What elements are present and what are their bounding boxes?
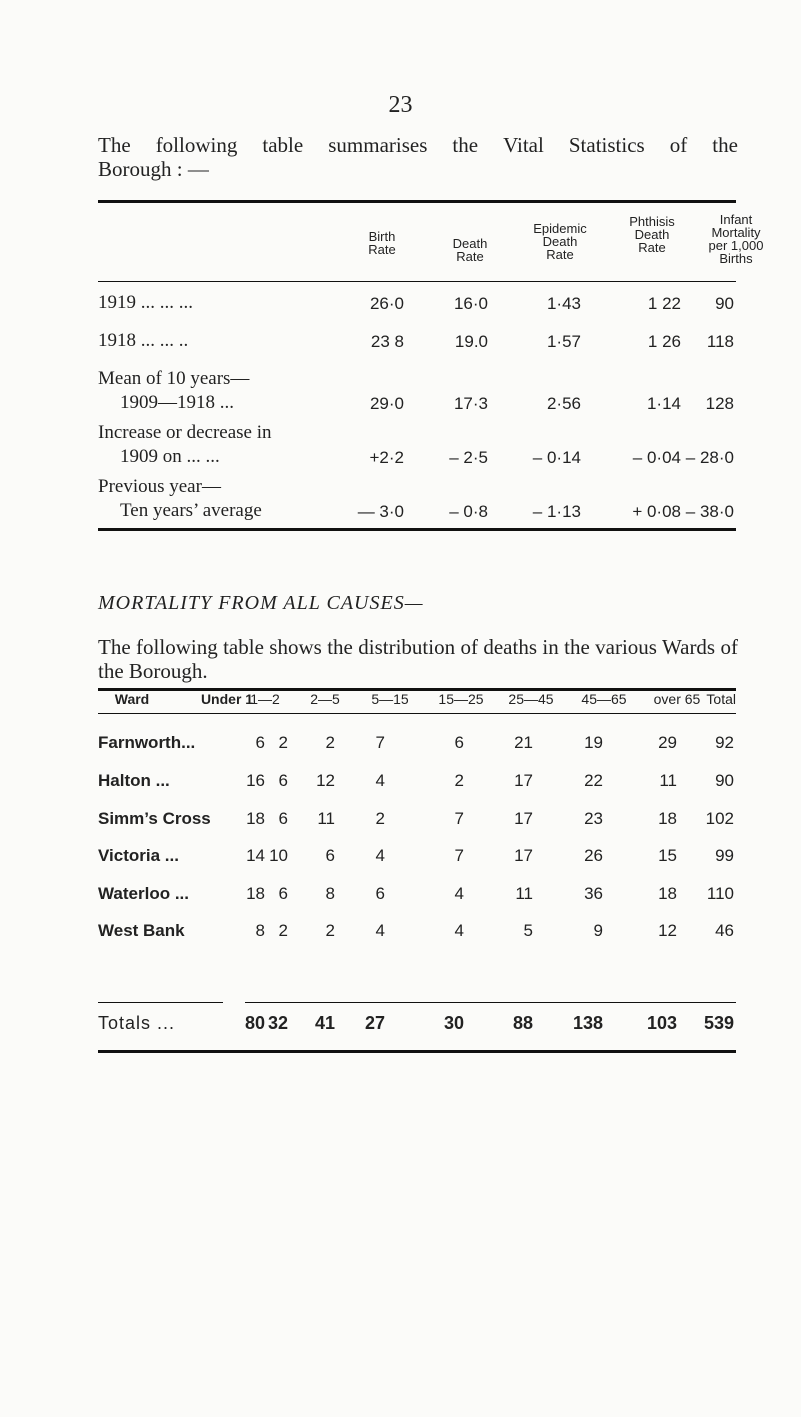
row-label: Ten years’ average <box>120 500 262 521</box>
column-header: 15—25 <box>438 691 484 707</box>
cell-value: 1·43 <box>546 294 581 313</box>
cell-value: 2 <box>375 809 385 828</box>
total-value: 41 <box>314 1013 335 1033</box>
cell-value: – 38·0 <box>685 502 734 521</box>
cell-value: 4 <box>375 921 385 940</box>
total-value: 32 <box>267 1013 288 1033</box>
cell-value: 7 <box>375 733 385 752</box>
cell-value: 26 <box>584 846 603 865</box>
total-value: 80 <box>244 1013 265 1033</box>
total-value: 103 <box>646 1013 677 1033</box>
cell-value: 4 <box>375 846 385 865</box>
cell-value: 5 <box>523 921 533 940</box>
cell-value: 90 <box>715 771 734 790</box>
row-label: Previous year— <box>98 476 221 497</box>
row-label: 1909—1918 ... <box>120 392 234 413</box>
cell-value: 6 <box>454 733 464 752</box>
column-header-line: Death <box>452 236 488 251</box>
cell-value: 18 <box>658 809 677 828</box>
column-header: Under 1 <box>200 691 254 707</box>
page-number: 23 <box>388 92 413 118</box>
cell-value: 8 <box>255 921 265 940</box>
cell-value: 17 <box>514 846 533 865</box>
cell-value: 90 <box>715 294 734 313</box>
column-header: 1—2 <box>250 691 280 707</box>
intro-word: summarises <box>328 133 428 157</box>
ward-name: Waterloo ... <box>98 884 189 903</box>
cell-value: 6 <box>278 771 288 790</box>
intro-line-2: Borough : — <box>98 157 209 181</box>
cell-value: 29·0 <box>369 394 404 413</box>
cell-value: 7 <box>454 809 464 828</box>
cell-value: 102 <box>705 809 734 828</box>
row-label: Mean of 10 years— <box>98 368 250 389</box>
ward-name: Farnworth... <box>98 733 196 752</box>
cell-value: 99 <box>715 846 734 865</box>
cell-value: 1·57 <box>546 332 581 351</box>
cell-value: 6 <box>375 884 385 903</box>
intro-line-1 <box>98 133 738 157</box>
cell-value: 11 <box>317 809 335 828</box>
column-header-line: Rate <box>546 247 574 262</box>
cell-value: 16·0 <box>453 294 488 313</box>
column-header: 25—45 <box>508 691 554 707</box>
cell-value: 15 <box>658 846 677 865</box>
mortality-heading: MORTALITY FROM ALL CAUSES— <box>98 592 424 614</box>
table-rule <box>98 713 736 714</box>
intro-word: table <box>262 133 304 157</box>
cell-value: 11 <box>659 771 677 790</box>
column-header: Ward <box>114 691 150 707</box>
table-rule <box>98 1050 736 1053</box>
column-header-line: Infant <box>719 212 753 227</box>
total-value: 27 <box>364 1013 385 1033</box>
column-header-line: Death <box>634 227 670 242</box>
cell-value: 18 <box>246 809 265 828</box>
cell-value: – 2·5 <box>449 448 488 467</box>
column-header-line: Phthisis <box>629 214 675 229</box>
totals-label: Totals ... <box>98 1013 176 1033</box>
intro-word: the <box>452 133 479 157</box>
cell-value: 6 <box>278 884 288 903</box>
total-value: 30 <box>443 1013 464 1033</box>
cell-value: 12 <box>658 921 677 940</box>
row-label: Increase or decrease in <box>98 422 272 443</box>
column-header <box>332 230 432 256</box>
row-label: 1919 ... ... ... <box>98 292 193 313</box>
cell-value: 2 <box>278 921 288 940</box>
cell-value: 17 <box>514 809 533 828</box>
cell-value: 2 <box>278 733 288 752</box>
column-header <box>686 213 786 265</box>
intro-word: Statistics <box>568 133 645 157</box>
row-label: 1918 ... ... .. <box>98 330 189 351</box>
column-header: Total <box>706 691 736 707</box>
cell-value: – 1·13 <box>532 502 581 521</box>
cell-value: 8 <box>325 884 335 903</box>
column-header: 2—5 <box>310 691 340 707</box>
cell-value: + 0·08 <box>632 502 681 521</box>
wards-intro-paragraph: The following table shows the distribution of deaths in the various Wards of the Borough. <box>98 635 738 683</box>
column-header: 5—15 <box>371 691 409 707</box>
cell-value: 4 <box>454 884 464 903</box>
cell-value: 7 <box>454 846 464 865</box>
cell-value: 23 <box>584 809 603 828</box>
column-header-line: Mortality <box>711 225 761 240</box>
cell-value: — 3·0 <box>357 502 404 521</box>
column-header-line: Death <box>542 234 578 249</box>
table-rule <box>98 528 736 531</box>
cell-value: 17·3 <box>453 394 488 413</box>
column-header-line: Rate <box>638 240 666 255</box>
cell-value: 2 <box>325 733 335 752</box>
row-label: 1909 on ... ... <box>120 446 220 467</box>
cell-value: 2 <box>325 921 335 940</box>
cell-value: 6 <box>325 846 335 865</box>
column-header-line: Rate <box>368 242 396 257</box>
cell-value: 18 <box>658 884 677 903</box>
cell-value: – 0·14 <box>532 448 581 467</box>
column-header-line: Births <box>719 251 753 266</box>
cell-value: 23 8 <box>370 332 404 351</box>
total-value: 138 <box>572 1013 603 1033</box>
cell-value: 19 <box>584 733 603 752</box>
column-header-line: per 1,000 <box>708 238 764 253</box>
cell-value: 6 <box>278 809 288 828</box>
cell-value: 46 <box>715 921 734 940</box>
cell-value: – 28·0 <box>685 448 734 467</box>
intro-word: Vital <box>503 133 544 157</box>
table-rule <box>245 1002 736 1003</box>
cell-value: 11 <box>515 884 533 903</box>
ward-name: West Bank <box>98 921 185 940</box>
table-rule <box>98 1002 223 1003</box>
cell-value: 1 22 <box>647 294 681 313</box>
cell-value: 118 <box>706 332 734 351</box>
column-header-line: Rate <box>456 249 484 264</box>
cell-value: 2 <box>454 771 464 790</box>
table-rule <box>98 281 736 282</box>
intro-paragraph <box>98 133 738 181</box>
column-header-line: Birth <box>368 229 396 244</box>
cell-value: 18 <box>246 884 265 903</box>
ward-name: Simm’s Cross <box>98 809 211 828</box>
column-header-line: Epidemic <box>533 221 587 236</box>
cell-value: 9 <box>593 921 603 940</box>
intro-word: The <box>98 133 131 157</box>
cell-value: 4 <box>454 921 464 940</box>
total-value: 539 <box>703 1013 734 1033</box>
column-header <box>510 222 610 261</box>
cell-value: 12 <box>316 771 335 790</box>
intro-word: the <box>712 133 738 157</box>
cell-value: 128 <box>705 394 734 413</box>
column-header: over 65 <box>653 691 701 707</box>
cell-value: 4 <box>375 771 385 790</box>
ward-name: Victoria ... <box>98 846 179 865</box>
column-header <box>420 237 520 263</box>
cell-value: – 0·8 <box>449 502 488 521</box>
cell-value: 26·0 <box>369 294 404 313</box>
cell-value: 92 <box>715 733 734 752</box>
cell-value: 17 <box>514 771 533 790</box>
cell-value: 110 <box>706 884 734 903</box>
cell-value: 1 26 <box>647 332 681 351</box>
cell-value: 19.0 <box>454 332 488 351</box>
cell-value: – 0·04 <box>632 448 681 467</box>
intro-word: following <box>155 133 238 157</box>
cell-value: 10 <box>269 846 288 865</box>
cell-value: 16 <box>246 771 265 790</box>
cell-value: 6 <box>255 733 265 752</box>
table-rule <box>98 200 736 203</box>
cell-value: 14 <box>246 846 265 865</box>
cell-value: +2·2 <box>369 448 404 467</box>
ward-name: Halton ... <box>98 771 170 790</box>
cell-value: 36 <box>584 884 603 903</box>
column-header: 45—65 <box>581 691 627 707</box>
cell-value: 1·14 <box>646 394 681 413</box>
cell-value: 2·56 <box>546 394 581 413</box>
cell-value: 22 <box>584 771 603 790</box>
cell-value: 29 <box>658 733 677 752</box>
total-value: 88 <box>512 1013 533 1033</box>
intro-word: of <box>669 133 688 157</box>
cell-value: 21 <box>514 733 533 752</box>
